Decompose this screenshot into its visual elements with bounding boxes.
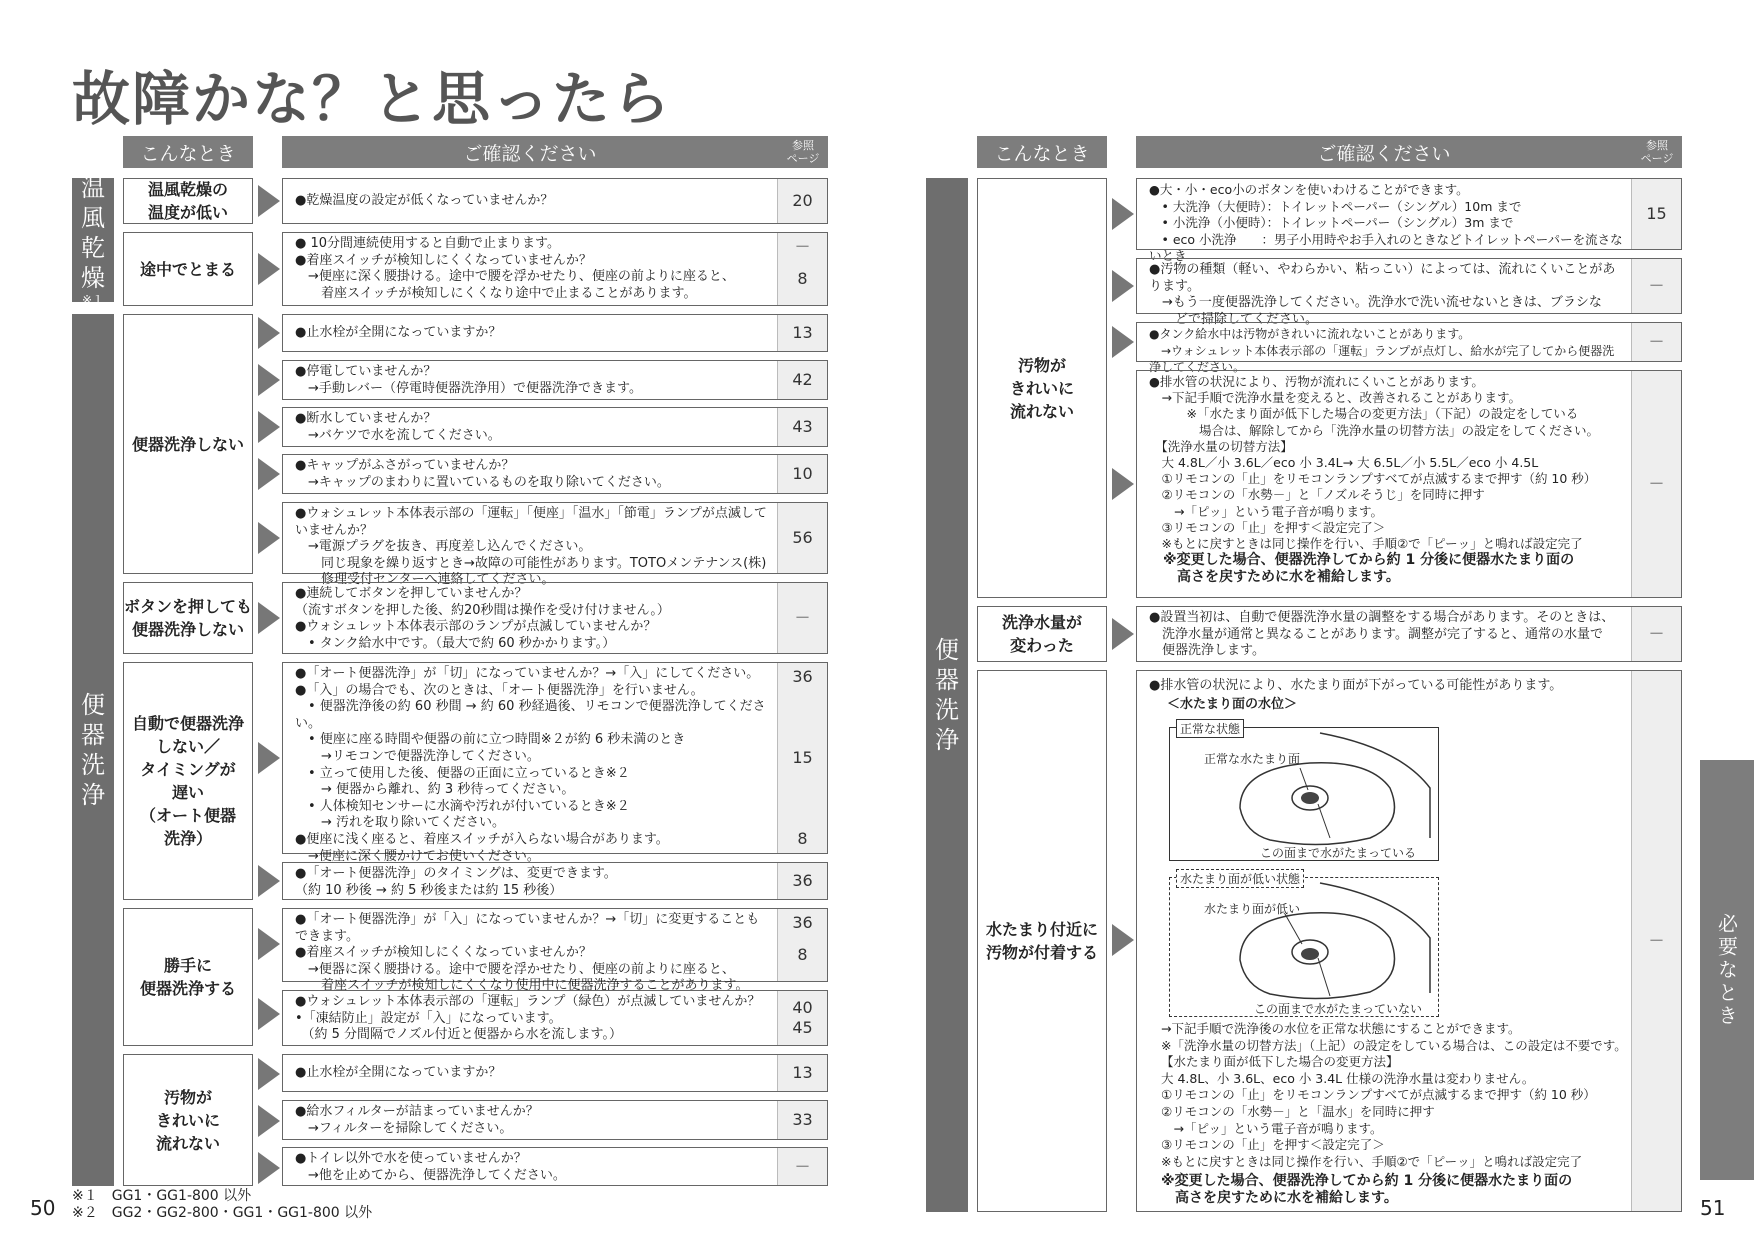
page-number: 51 (1700, 1196, 1726, 1220)
check-row (1136, 322, 1682, 375)
ref-page-value: － (794, 237, 811, 256)
arrow-icon (1112, 270, 1134, 302)
figure-label: 正常な状態 (1176, 719, 1244, 738)
check-text-emphasis: ※変更した場合、便器洗浄してから約 1 分後に便器水たまり面の 高さを戻すために水を補給します。 (1161, 1173, 1573, 1206)
check-row (1136, 670, 1682, 1212)
check-row (282, 178, 828, 224)
arrow-icon (258, 1105, 280, 1137)
footnote-mark: ※１ (81, 293, 105, 307)
header-situation: こんなとき (123, 136, 253, 168)
header-situation: こんなとき (977, 136, 1107, 168)
header-check: ご確認ください (282, 136, 778, 168)
ref-page: － (1631, 671, 1681, 1211)
arrow-icon (1112, 326, 1134, 358)
arrow-icon (258, 364, 280, 396)
situation-low-dry-temp: 温風乾燥の 温度が低い (123, 178, 253, 224)
header-ref: 参照 ページ (778, 136, 828, 168)
check-row (282, 990, 828, 1046)
situation-button-no-flush: ボタンを押しても 便器洗浄しない (123, 582, 253, 654)
ref-page: 33 (777, 1101, 827, 1139)
check-text: ●給水フィルターが詰まっていませんか？ →フィルターを掃除してください。 (295, 1104, 539, 1136)
check-text: ●トイレ以外で水を使っていませんか？ →他を止めてから、便器洗浄してください。 (295, 1151, 566, 1183)
check-row (282, 502, 828, 588)
check-text: ●ウォシュレット本体表示部の「運転」「便座」「温水」「節電」ランプが点滅していませんか？ →電源プラグを抜き、再度差し込んでください。 同じ現象を繰り返すとき→故障の可能性があります。TOTOメンテナンス(株) 修理受付センターへ連絡してください。 (295, 506, 767, 588)
situation-unexpected-flush: 勝手に 便器洗浄する (123, 908, 253, 1046)
page-number: 50 (30, 1196, 56, 1220)
ref-page: 20 (777, 179, 827, 223)
arrow-icon (258, 1058, 280, 1090)
check-row (282, 232, 828, 306)
check-row (1136, 606, 1682, 662)
check-text (1137, 671, 1631, 1211)
figure-normal-water-level (1169, 722, 1439, 861)
arrow-icon (258, 928, 280, 960)
situation-no-flush: 便器洗浄しない (123, 314, 253, 574)
arrow-icon (258, 458, 280, 490)
ref-page-value: 36 (792, 667, 813, 686)
ref-page: 36 (777, 863, 827, 899)
ref-page: 43 (777, 408, 827, 446)
check-text: ●「オート便器洗浄」が「入」になっていませんか？→「切」に変更することもできます。 ●着座スイッチが検知しにくくなっていませんか？ →便器に深く腰掛ける。途中で腰を浮かせたり、便座の前よりに座ると、 着座スイッチが検知しにくくなり使用中に便器洗浄することがあります。 (295, 912, 760, 994)
check-text: ●「オート便器洗浄」のタイミングは、変更できます。 （約 10 秒後 → 約 5 秒後または約 15 秒後） (295, 866, 617, 898)
figure-text: この面まで水がたまっている (1260, 846, 1417, 860)
ref-page: 10 (777, 455, 827, 493)
arrow-icon (258, 317, 280, 349)
situation-waste-near-water: 水たまり付近に 汚物が付着する (977, 670, 1107, 1212)
situation-auto-flush: 自動で便器洗浄 しない／ タイミングが 遅い （オート便器 洗浄） (123, 662, 253, 900)
situation-stops-midway: 途中でとまる (123, 232, 253, 306)
situation-waste-remains: 汚物が きれいに 流れない (123, 1054, 253, 1186)
ref-page-value: 40 (792, 998, 813, 1017)
check-row (1136, 178, 1682, 264)
page-title: 故障かな？と思ったら (72, 65, 673, 133)
header-ref: 参照 ページ (1632, 136, 1682, 168)
ref-page (777, 233, 827, 305)
figure-low-water-level (1169, 872, 1439, 1017)
check-text: ●汚物の種類（軽い、やわらかい、粘っこい）によっては、流れにくいことがあります。 →もう一度便器洗浄してください。洗浄水で洗い流せないときは、ブラシな どで掃除してください。 (1149, 262, 1616, 327)
check-row (1136, 370, 1682, 598)
check-row (282, 360, 828, 400)
check-text: ● 10分間連続使用すると自動で止まります。 ●着座スイッチが検知しにくくなっていませんか？ →便座に深く腰掛ける。途中で腰を浮かせたり、便座の前よりに座ると、 着座スイッチが検知しにくくなり途中で止まることがあります。 (295, 236, 735, 301)
figure-text: この面まで水がたまっていない (1254, 1002, 1423, 1016)
category-label: 便 器 洗 浄 (81, 691, 105, 809)
arrow-icon (258, 602, 280, 634)
ref-page-value: 8 (797, 829, 808, 848)
ref-page: － (1631, 607, 1681, 661)
toilet-bowl-low-illustration (1170, 878, 1438, 1016)
toilet-bowl-normal-illustration (1170, 728, 1438, 860)
side-tab-necessary: 必要なとき (1700, 760, 1754, 1180)
ref-page (777, 909, 827, 981)
ref-page: 56 (777, 503, 827, 573)
check-text: ●設置当初は、自動で便器洗浄水量の調整をする場合があります。そのときは、 洗浄水量が通常と異なることがあります。調整が完了すると、通常の水量で 便器洗浄します。 (1149, 610, 1615, 659)
check-row (282, 662, 828, 864)
check-text-body: ●排水管の状況により、汚物が流れにくいことがあります。 →下記手順で洗浄水量を変えると、改善されることがあります。 ※「水たまり面が低下した場合の変更方法」（下記）の設定をしている 場合は、解除してから「洗浄水量の切替方法」の設定をしてください。 【洗浄水量の切替方法】 大 4.8L／小 3.6L／eco 小 3.4L→ 大 6.5L／小 5.5L／eco 小 4.5L ①リモコンの「止」をリモコンランプすべてが点滅するまで押す（約 10 秒） ②リモコンの「水勢－」と「ノズルそうじ」を同時に押す →「ピッ」という電子音が鳴ります。 ③リモコンの「止」を押す＜設定完了＞ ※もとに戻すときは同じ操作を行い、手順②で「ピーッ」と鳴れば設定完了 (1149, 374, 1600, 552)
check-row (282, 582, 828, 654)
arrow-icon (1112, 924, 1134, 956)
situation-flush-volume-changed: 洗浄水量が 変わった (977, 606, 1107, 662)
ref-page: 15 (1631, 179, 1681, 249)
figure-text: 水たまり面が低い (1204, 902, 1301, 916)
arrow-icon (258, 998, 280, 1030)
ref-page-value: 8 (797, 269, 808, 288)
ref-page: － (1631, 371, 1681, 597)
arrow-icon (258, 742, 280, 774)
check-text: ●タンク給水中は汚物がきれいに流れないことがあります。 →ウォシュレット本体表示部の「運転」ランプが点灯し、給水が完了してから便器洗浄してください。 (1149, 327, 1615, 375)
check-text: ●止水栓が全開になっていますか？ (295, 1064, 502, 1080)
check-row (282, 454, 828, 494)
check-text: ●断水していませんか？ →バケツで水を流してください。 (295, 411, 501, 443)
footnote-2: ※２ GG2・GG2-800・GG1・GG1-800 以外 (72, 1205, 373, 1221)
figure-label: 水たまり面が低い状態 (1176, 869, 1304, 888)
check-text-emphasis: ※変更した場合、便器洗浄してから約 1 分後に便器水たまり面の 高さを戻すために水を補給します。 (1162, 552, 1575, 586)
arrow-icon (258, 411, 280, 443)
footnote-1: ※１ GG1・GG1-800 以外 (72, 1188, 252, 1204)
category-toilet-flush (926, 178, 968, 1212)
check-row (282, 314, 828, 352)
category-warm-air-dry (72, 174, 114, 307)
arrow-icon (258, 865, 280, 897)
ref-page: － (1631, 259, 1681, 313)
category-toilet-flush (72, 314, 114, 1186)
ref-page-value: 45 (792, 1018, 813, 1037)
check-text-body: →下記手順で洗浄後の水位を正常な状態にすることができます。 ※「洗浄水量の切替方法」（上記）の設定をしている場合は、この設定は不要です。 【水たまり面が低下した場合の変更方法】 大 4.8L、小 3.6L、eco 小 3.4L 仕様の洗浄水量は変わりません。 ①リモコンの「止」をリモコンランプすべてが点滅するまで押す（約 10 秒） ②リモコンの「水勢－」と「温水」を同時に押す →「ピッ」という電子音が鳴ります。 ③リモコンの「止」を押す＜設定完了＞ ※もとに戻すときは同じ操作を行い、手順②で「ピーッ」と鳴れば設定完了 (1161, 1021, 1627, 1169)
check-text-intro: ●排水管の状況により、水たまり面が下がっている可能性があります。 (1149, 678, 1563, 693)
ref-page-value: 8 (797, 945, 808, 964)
arrow-icon (1112, 468, 1134, 500)
arrow-icon (258, 1152, 280, 1184)
ref-page: 42 (777, 361, 827, 399)
ref-page-value: 15 (792, 748, 813, 767)
arrow-icon (1112, 618, 1134, 650)
ref-page: 13 (777, 1055, 827, 1091)
check-text: ●キャップがふさがっていませんか？ →キャップのまわりに置いているものを取り除いてください。 (295, 458, 670, 490)
check-text: ●止水栓が全開になっていますか？ (295, 324, 502, 340)
ref-page: － (777, 1148, 827, 1185)
check-row (282, 1054, 828, 1092)
check-row (282, 862, 828, 900)
arrow-icon (258, 185, 280, 217)
arrow-icon (1112, 198, 1134, 230)
ref-page-value: 36 (792, 913, 813, 932)
figure-subtitle: ＜水たまり面の水位＞ (1167, 697, 1298, 712)
ref-page (777, 991, 827, 1045)
situation-waste-remains: 汚物が きれいに 流れない (977, 178, 1107, 598)
check-row (282, 908, 828, 994)
check-text: ●停電していませんか？ →手動レバー（停電時便器洗浄用）で便器洗浄できます。 (295, 364, 642, 396)
ref-page: － (777, 583, 827, 653)
category-label: 便 器 洗 浄 (935, 636, 959, 754)
check-text: ●「オート便器洗浄」が「切」になっていませんか？→「入」にしてください。 ●「入」の場合でも、次のときは、「オート便器洗浄」を行いません。 • 便器洗浄後の約 60 秒間 → 約 60 秒経過後、リモコンで便器洗浄してください。 • 便座に座る時間や便器の前に立つ時間※２が約 6 秒未満のとき →リモコンで便器洗浄してください。 • 立って使用した後、便器の正面に立っているとき※２ → 便器から離れ、約 3 秒待ってください。 • 人体検知センサーに水滴や汚れが付いているとき※２ → 汚れを取り除いてください。 ●便座に浅く座ると、着座スイッチが入らない場合があります。 →便座に深く腰かけてお使いください。 (295, 666, 766, 864)
header-check: ご確認ください (1136, 136, 1632, 168)
check-row (1136, 258, 1682, 327)
check-text: ●連続してボタンを押していませんか？ （流すボタンを押した後、約20秒間は操作を受け付けません。） ●ウォシュレット本体表示部のランプが点滅していませんか？ • タンク給水中です。（最大で約 60 秒かかります。） (295, 586, 670, 651)
arrow-icon (258, 253, 280, 285)
check-row (282, 407, 828, 447)
check-text: ●乾燥温度の設定が低くなっていませんか？ (295, 192, 554, 208)
ref-page (777, 663, 827, 853)
ref-page: － (1631, 323, 1681, 361)
check-row (282, 1147, 828, 1186)
check-row (282, 1100, 828, 1140)
figure-text: 正常な水たまり面 (1204, 752, 1301, 766)
arrow-icon (258, 522, 280, 554)
category-label: 温 風 乾 燥 (81, 174, 105, 292)
ref-page: 13 (777, 315, 827, 351)
check-text: ●ウォシュレット本体表示部の「運転」ランプ（緑色）が点滅していませんか？ •「凍結防止」設定が「入」になっています。 （約 5 分間隔でノズル付近と便器から水を流します。） (295, 994, 761, 1043)
check-text: ●大・小・eco小のボタンを使いわけることができます。 • 大洗浄（大便時）：トイレットペーパー（シングル）10m まで • 小洗浄（小便時）：トイレットペーパー（シングル）3m まで • eco 小洗浄 ：男子小用時やお手入れのときなどトイレットペーパーを流さないとき (1149, 182, 1623, 264)
check-text (1137, 371, 1631, 597)
